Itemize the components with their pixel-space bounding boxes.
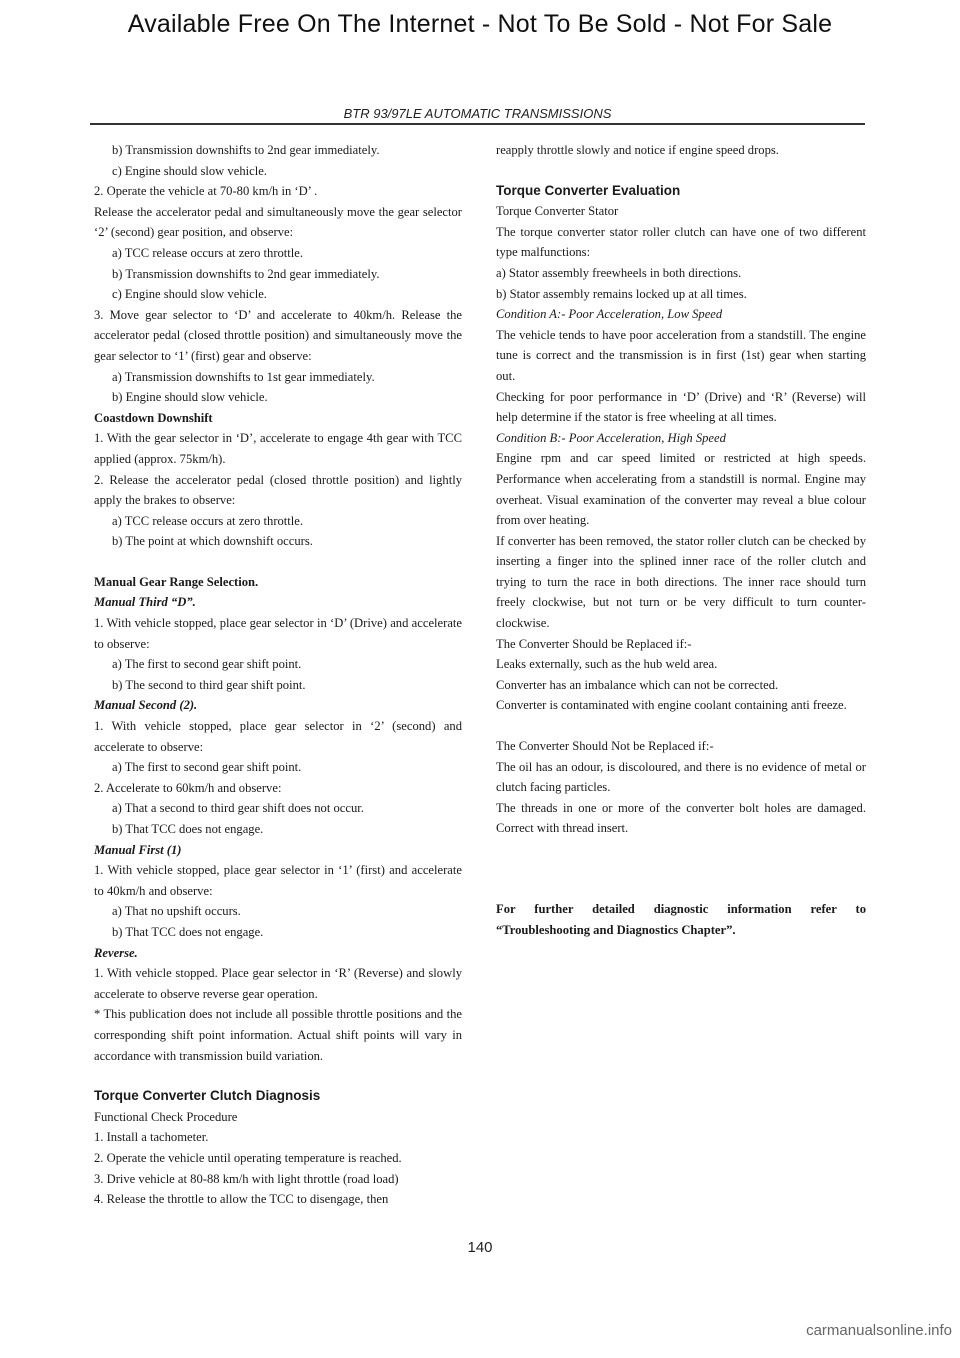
paragraph: 2. Accelerate to 60km/h and observe:: [94, 780, 282, 795]
paragraph: Functional Check Procedure: [94, 1109, 238, 1124]
page-number: 140: [467, 1239, 493, 1256]
list-item: c) Engine should slow vehicle.: [112, 163, 267, 178]
paragraph: a) Stator assembly freewheels in both directions.: [496, 265, 742, 280]
site-watermark: carmanualsonline.info: [806, 1322, 952, 1339]
section-heading: Torque Converter Evaluation: [496, 182, 681, 198]
paragraph: 3. Move gear selector to ‘D’ and accelerate to 40km/h. Release the accelerator pedal (closed throttle position) and simultaneously move the gear selector to ‘1’ (first) gear and observe:: [94, 307, 462, 363]
condition-heading: Condition A:- Poor Acceleration, Low Speed: [496, 307, 723, 322]
subheading-italic: Manual Second (2).: [94, 698, 198, 713]
paragraph: 2. Release the accelerator pedal (closed throttle position) and lightly apply the brakes to observe:: [94, 472, 462, 508]
paragraph: Engine rpm and car speed limited or restricted at high speeds. Performance when accelerating from a standstill is normal. Engine may overheat. Visual examination of the converter may reveal a blue colour from over heating.: [496, 451, 866, 528]
subheading: For further detailed diagnostic information refer to “Troubleshooting and Diagnostics Chapter”.: [496, 902, 866, 937]
spacer: [94, 552, 462, 572]
paragraph: 1. Install a tachometer.: [94, 1130, 209, 1145]
paragraph: Converter has an imbalance which can not be corrected.: [496, 677, 779, 692]
running-head: BTR 93/97LE AUTOMATIC TRANSMISSIONS: [343, 106, 612, 121]
subheading-italic: Reverse.: [94, 945, 138, 960]
subheading-italic: Manual Third “D”.: [94, 595, 196, 610]
spacer: [496, 839, 866, 879]
left-column: [94, 140, 462, 1210]
list-item: c) Engine should slow vehicle.: [112, 287, 267, 302]
paragraph: If converter has been removed, the stator roller clutch can be checked by inserting a finger into the splined inner race of the roller clutch and trying to turn the race in both directions. The inner race should turn freely clockwise, but not turn or be very difficult to turn counter-clockwise.: [496, 533, 866, 631]
spacer: [94, 1066, 462, 1086]
paragraph: Release the accelerator pedal and simultaneously move the gear selector ‘2’ (second) gear position, and observe:: [94, 204, 462, 240]
spacer: [496, 879, 866, 899]
paragraph: 1. With vehicle stopped, place gear selector in ‘2’ (second) and accelerate to observe:: [94, 719, 462, 754]
availability-banner: Available Free On The Internet - Not To Be Sold - Not For Sale: [127, 10, 833, 38]
paragraph: The threads in one or more of the converter bolt holes are damaged. Correct with thread insert.: [496, 800, 866, 836]
condition-heading: Condition B:- Poor Acceleration, High Speed: [496, 430, 726, 445]
list-item: a) The first to second gear shift point.: [112, 657, 302, 672]
paragraph: b) Stator assembly remains locked up at all times.: [496, 286, 747, 301]
subheading-italic: Manual First (1): [94, 842, 182, 857]
paragraph: The vehicle tends to have poor acceleration from a standstill. The engine tune is correct and the transmission is in first (1st) gear when starting out.: [496, 327, 866, 383]
paragraph: Leaks externally, such as the hub weld area.: [496, 657, 718, 672]
subheading: Coastdown Downshift: [94, 410, 213, 425]
paragraph: 2. Operate the vehicle until operating temperature is reached.: [94, 1150, 402, 1165]
list-item: b) The second to third gear shift point.: [112, 677, 306, 692]
paragraph: 1. With vehicle stopped, place gear selector in ‘1’ (first) and accelerate to 40km/h and observe:: [94, 863, 462, 898]
paragraph: Checking for poor performance in ‘D’ (Drive) and ‘R’ (Reverse) will help determine if the stator is free wheeling at all times.: [496, 389, 866, 425]
section-heading: Torque Converter Clutch Diagnosis: [94, 1088, 321, 1104]
list-item: a) That no upshift occurs.: [112, 904, 241, 919]
spacer: [496, 716, 866, 736]
paragraph: The Converter Should be Replaced if:-: [496, 636, 692, 651]
list-item: a) That a second to third gear shift does not occur.: [112, 801, 364, 816]
paragraph: The Converter Should Not be Replaced if:-: [496, 739, 714, 754]
header-rule: [90, 123, 865, 125]
list-item: b) Transmission downshifts to 2nd gear immediately.: [112, 266, 380, 281]
paragraph: The torque converter stator roller clutch can have one of two different type malfunctions:: [496, 224, 866, 260]
list-item: b) That TCC does not engage.: [112, 924, 264, 939]
paragraph: Torque Converter Stator: [496, 204, 619, 219]
spacer: [496, 161, 866, 181]
list-item: b) Engine should slow vehicle.: [112, 390, 268, 405]
paragraph: 4. Release the throttle to allow the TCC to disengage, then: [94, 1192, 389, 1207]
subheading: Manual Gear Range Selection.: [94, 574, 259, 589]
paragraph: reapply throttle slowly and notice if engine speed drops.: [496, 143, 779, 157]
list-item: b) The point at which downshift occurs.: [112, 534, 313, 549]
paragraph: The oil has an odour, is discoloured, and there is no evidence of metal or clutch facing particles.: [496, 759, 866, 795]
paragraph: 3. Drive vehicle at 80-88 km/h with light throttle (road load): [94, 1171, 399, 1186]
list-item: a) TCC release occurs at zero throttle.: [112, 245, 304, 260]
list-item: b) That TCC does not engage.: [112, 822, 264, 836]
list-item: a) TCC release occurs at zero throttle.: [112, 513, 304, 528]
paragraph: 1. With vehicle stopped. Place gear selector in ‘R’ (Reverse) and slowly accelerate to observe reverse gear operation.: [94, 966, 462, 1001]
list-item: b) Transmission downshifts to 2nd gear immediately.: [112, 143, 380, 157]
paragraph: Converter is contaminated with engine coolant containing anti freeze.: [496, 698, 847, 713]
list-item: a) Transmission downshifts to 1st gear immediately.: [112, 369, 375, 384]
paragraph: 1. With vehicle stopped, place gear selector in ‘D’ (Drive) and accelerate to observe:: [94, 616, 462, 651]
list-item: a) The first to second gear shift point.: [112, 760, 302, 775]
paragraph: 1. With the gear selector in ‘D’, accelerate to engage 4th gear with TCC applied (approx. 75km/h).: [94, 431, 462, 466]
paragraph: 2. Operate the vehicle at 70-80 km/h in ‘D’ .: [94, 184, 318, 199]
right-column: [496, 140, 866, 940]
paragraph: * This publication does not include all possible throttle positions and the corresponding shift point information. Actual shift points will vary in accordance with transmission build variation.: [94, 1007, 462, 1063]
